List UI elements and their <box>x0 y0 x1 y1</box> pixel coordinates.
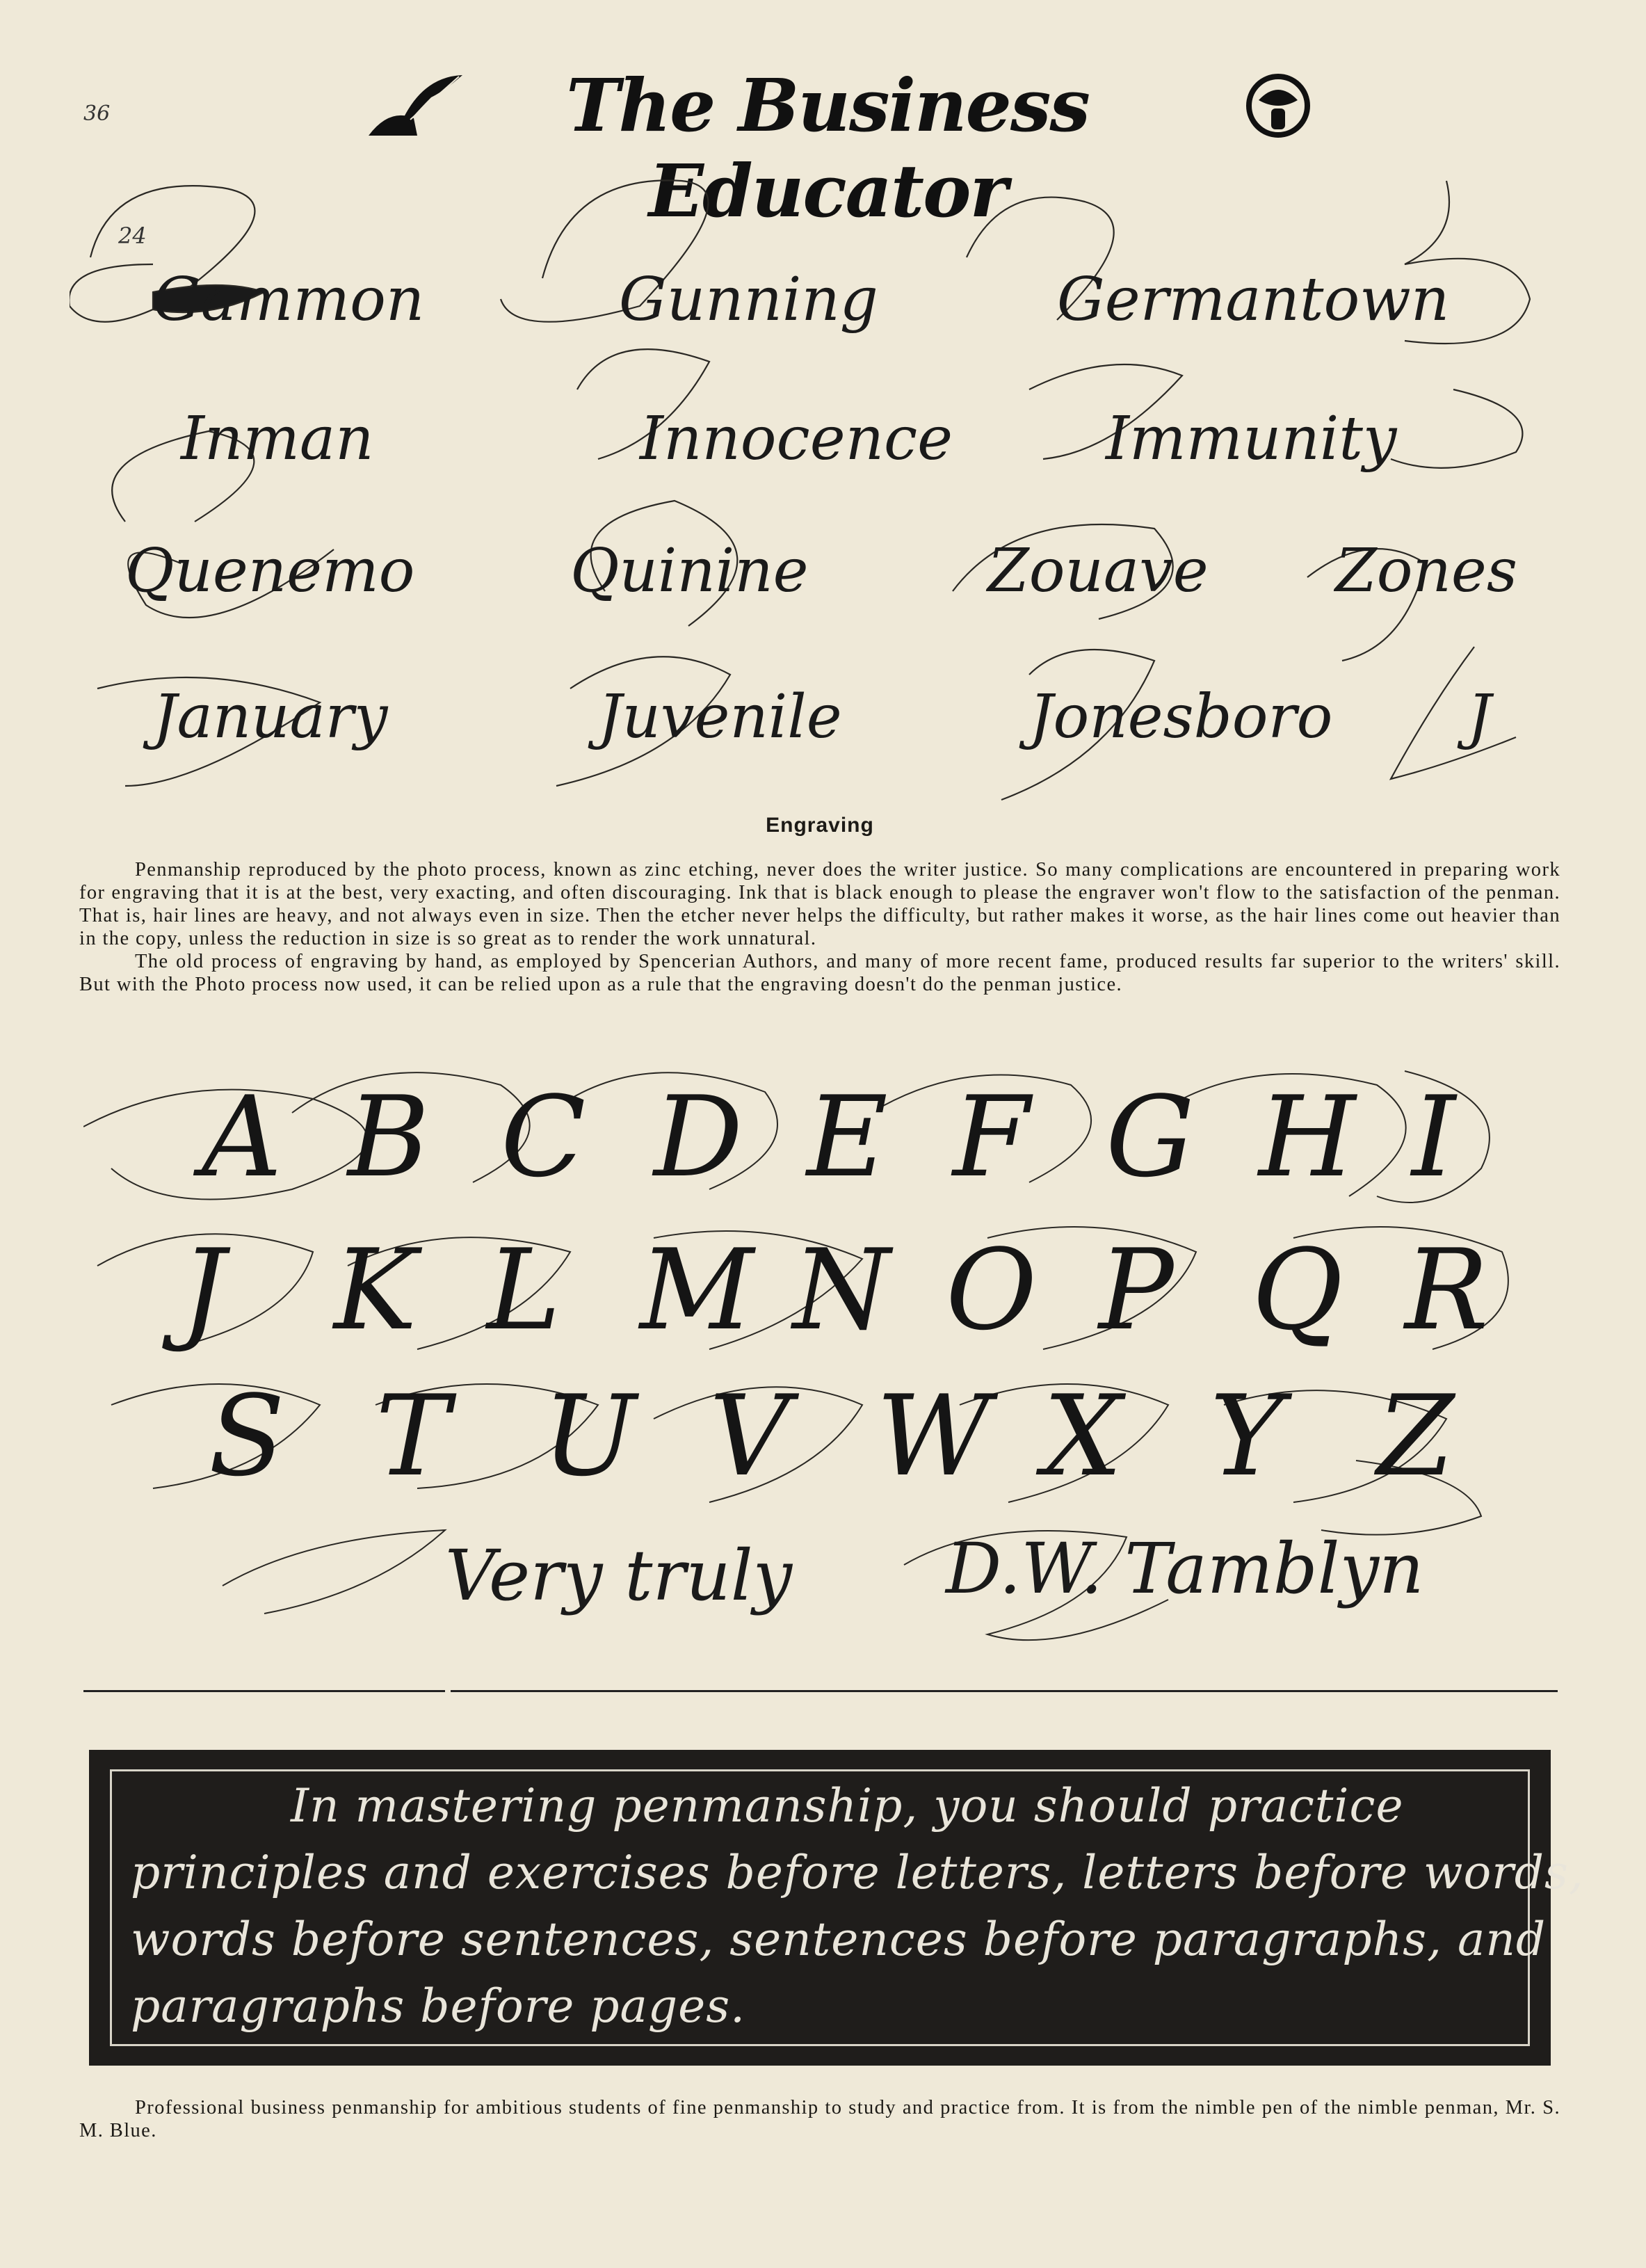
capital-letter: J <box>181 1225 226 1355</box>
practice-word: Jonesboro <box>1029 682 1333 752</box>
caption: Professional business penmanship for ambitious students of fine penmanship to study and practice from. It is from the nimble pen of the nimble penman, Mr. S. M. Blue. <box>79 2097 1560 2141</box>
capital-letter: Z <box>1377 1371 1455 1501</box>
practice-word: Inman <box>181 404 374 474</box>
practice-word: Immunity <box>1106 404 1397 474</box>
capital-letter: H <box>1259 1072 1356 1202</box>
divider-left <box>83 1690 445 1692</box>
article-heading: Engraving <box>766 814 874 837</box>
practice-word: Juvenile <box>598 682 842 752</box>
practice-word-sheet <box>70 160 1586 814</box>
capital-letter: M <box>640 1225 754 1355</box>
page-number: 36 <box>83 102 111 126</box>
engraving-article <box>79 814 1560 996</box>
practice-word: Quinine <box>570 536 809 606</box>
masthead <box>362 56 1335 234</box>
article-paragraph: Penmanship reproduced by the photo process, known as zinc etching, never does the writer justice. So many complications are encountered in preparing work for engraving that it is at the best, very exacting, and often discouraging. Ink that is black enough to please the engraver won't flow to the satisfaction of the penman. That is, hair lines are heavy, and not always even in size. Then the etcher never helps the difficulty, but rather makes it worse, as the hair lines come out heavier than in the copy, unless the reduction in size is so great as to render the work unnatural. <box>79 859 1560 949</box>
practice-word-drawing <box>70 160 1586 814</box>
motto-line: words before sentences, sentences before paragraphs, and <box>131 1913 1547 1966</box>
capital-letter: O <box>946 1225 1038 1355</box>
motto-line: paragraphs before pages. <box>131 1979 746 2033</box>
capital-letter: U <box>542 1371 636 1501</box>
capital-alphabet-sheet <box>83 1057 1565 1662</box>
capital-letter: R <box>1405 1225 1489 1355</box>
capital-letter: I <box>1412 1072 1456 1202</box>
capital-letter: Q <box>1252 1225 1344 1355</box>
practice-word: J <box>1467 682 1492 752</box>
motto-panel <box>89 1750 1584 2066</box>
capital-letter: G <box>1106 1072 1195 1202</box>
closing-text: Very truly <box>445 1535 793 1616</box>
practice-word: Quenemo <box>125 536 415 606</box>
capital-letter: T <box>376 1371 450 1501</box>
plate-number: 24 <box>118 223 147 249</box>
practice-word: Innocence <box>640 404 953 474</box>
capital-letter: F <box>953 1072 1031 1202</box>
emblem-icon <box>1245 72 1312 139</box>
capital-alphabet-drawing <box>83 1057 1565 1662</box>
practice-word: January <box>153 682 388 752</box>
signature: D.W. Tamblyn <box>946 1528 1424 1609</box>
capital-letter: K <box>334 1225 417 1355</box>
article-paragraph: The old process of engraving by hand, as employed by Spencerian Authors, and many of more recent fame, produced results far superior to the writers' skill. But with the Photo process now used, it can be relied upon as a rule that the engraving doesn't do the penman justice. <box>79 951 1560 995</box>
practice-word: Germantown <box>1057 265 1450 335</box>
capital-letter: E <box>807 1072 888 1202</box>
capital-letter: W <box>876 1371 991 1501</box>
capital-letter: D <box>654 1072 743 1202</box>
capital-letter: A <box>202 1072 282 1202</box>
practice-word: Zouave <box>987 536 1209 606</box>
capital-letter: V <box>709 1371 790 1501</box>
capital-letter: X <box>1043 1371 1122 1501</box>
capital-letter: L <box>487 1225 561 1355</box>
practice-word: Zones <box>1335 536 1517 606</box>
divider-right <box>451 1690 1558 1692</box>
practice-word: Gunning <box>619 265 878 335</box>
motto-line: In mastering penmanship, you should practice <box>291 1779 1404 1833</box>
capital-letter: N <box>793 1225 890 1355</box>
quill-inkwell-icon <box>362 70 466 146</box>
capital-letter: P <box>1099 1225 1174 1355</box>
masthead-title: The Business Educator <box>566 63 1089 234</box>
capital-letter: S <box>209 1371 285 1501</box>
capital-letter: Y <box>1210 1371 1284 1501</box>
capital-letter: B <box>348 1072 430 1202</box>
motto-line: principles and exercises before letters, letters before words, <box>131 1846 1584 1899</box>
practice-word: Gammon <box>153 265 425 335</box>
capital-letter: C <box>501 1072 586 1202</box>
